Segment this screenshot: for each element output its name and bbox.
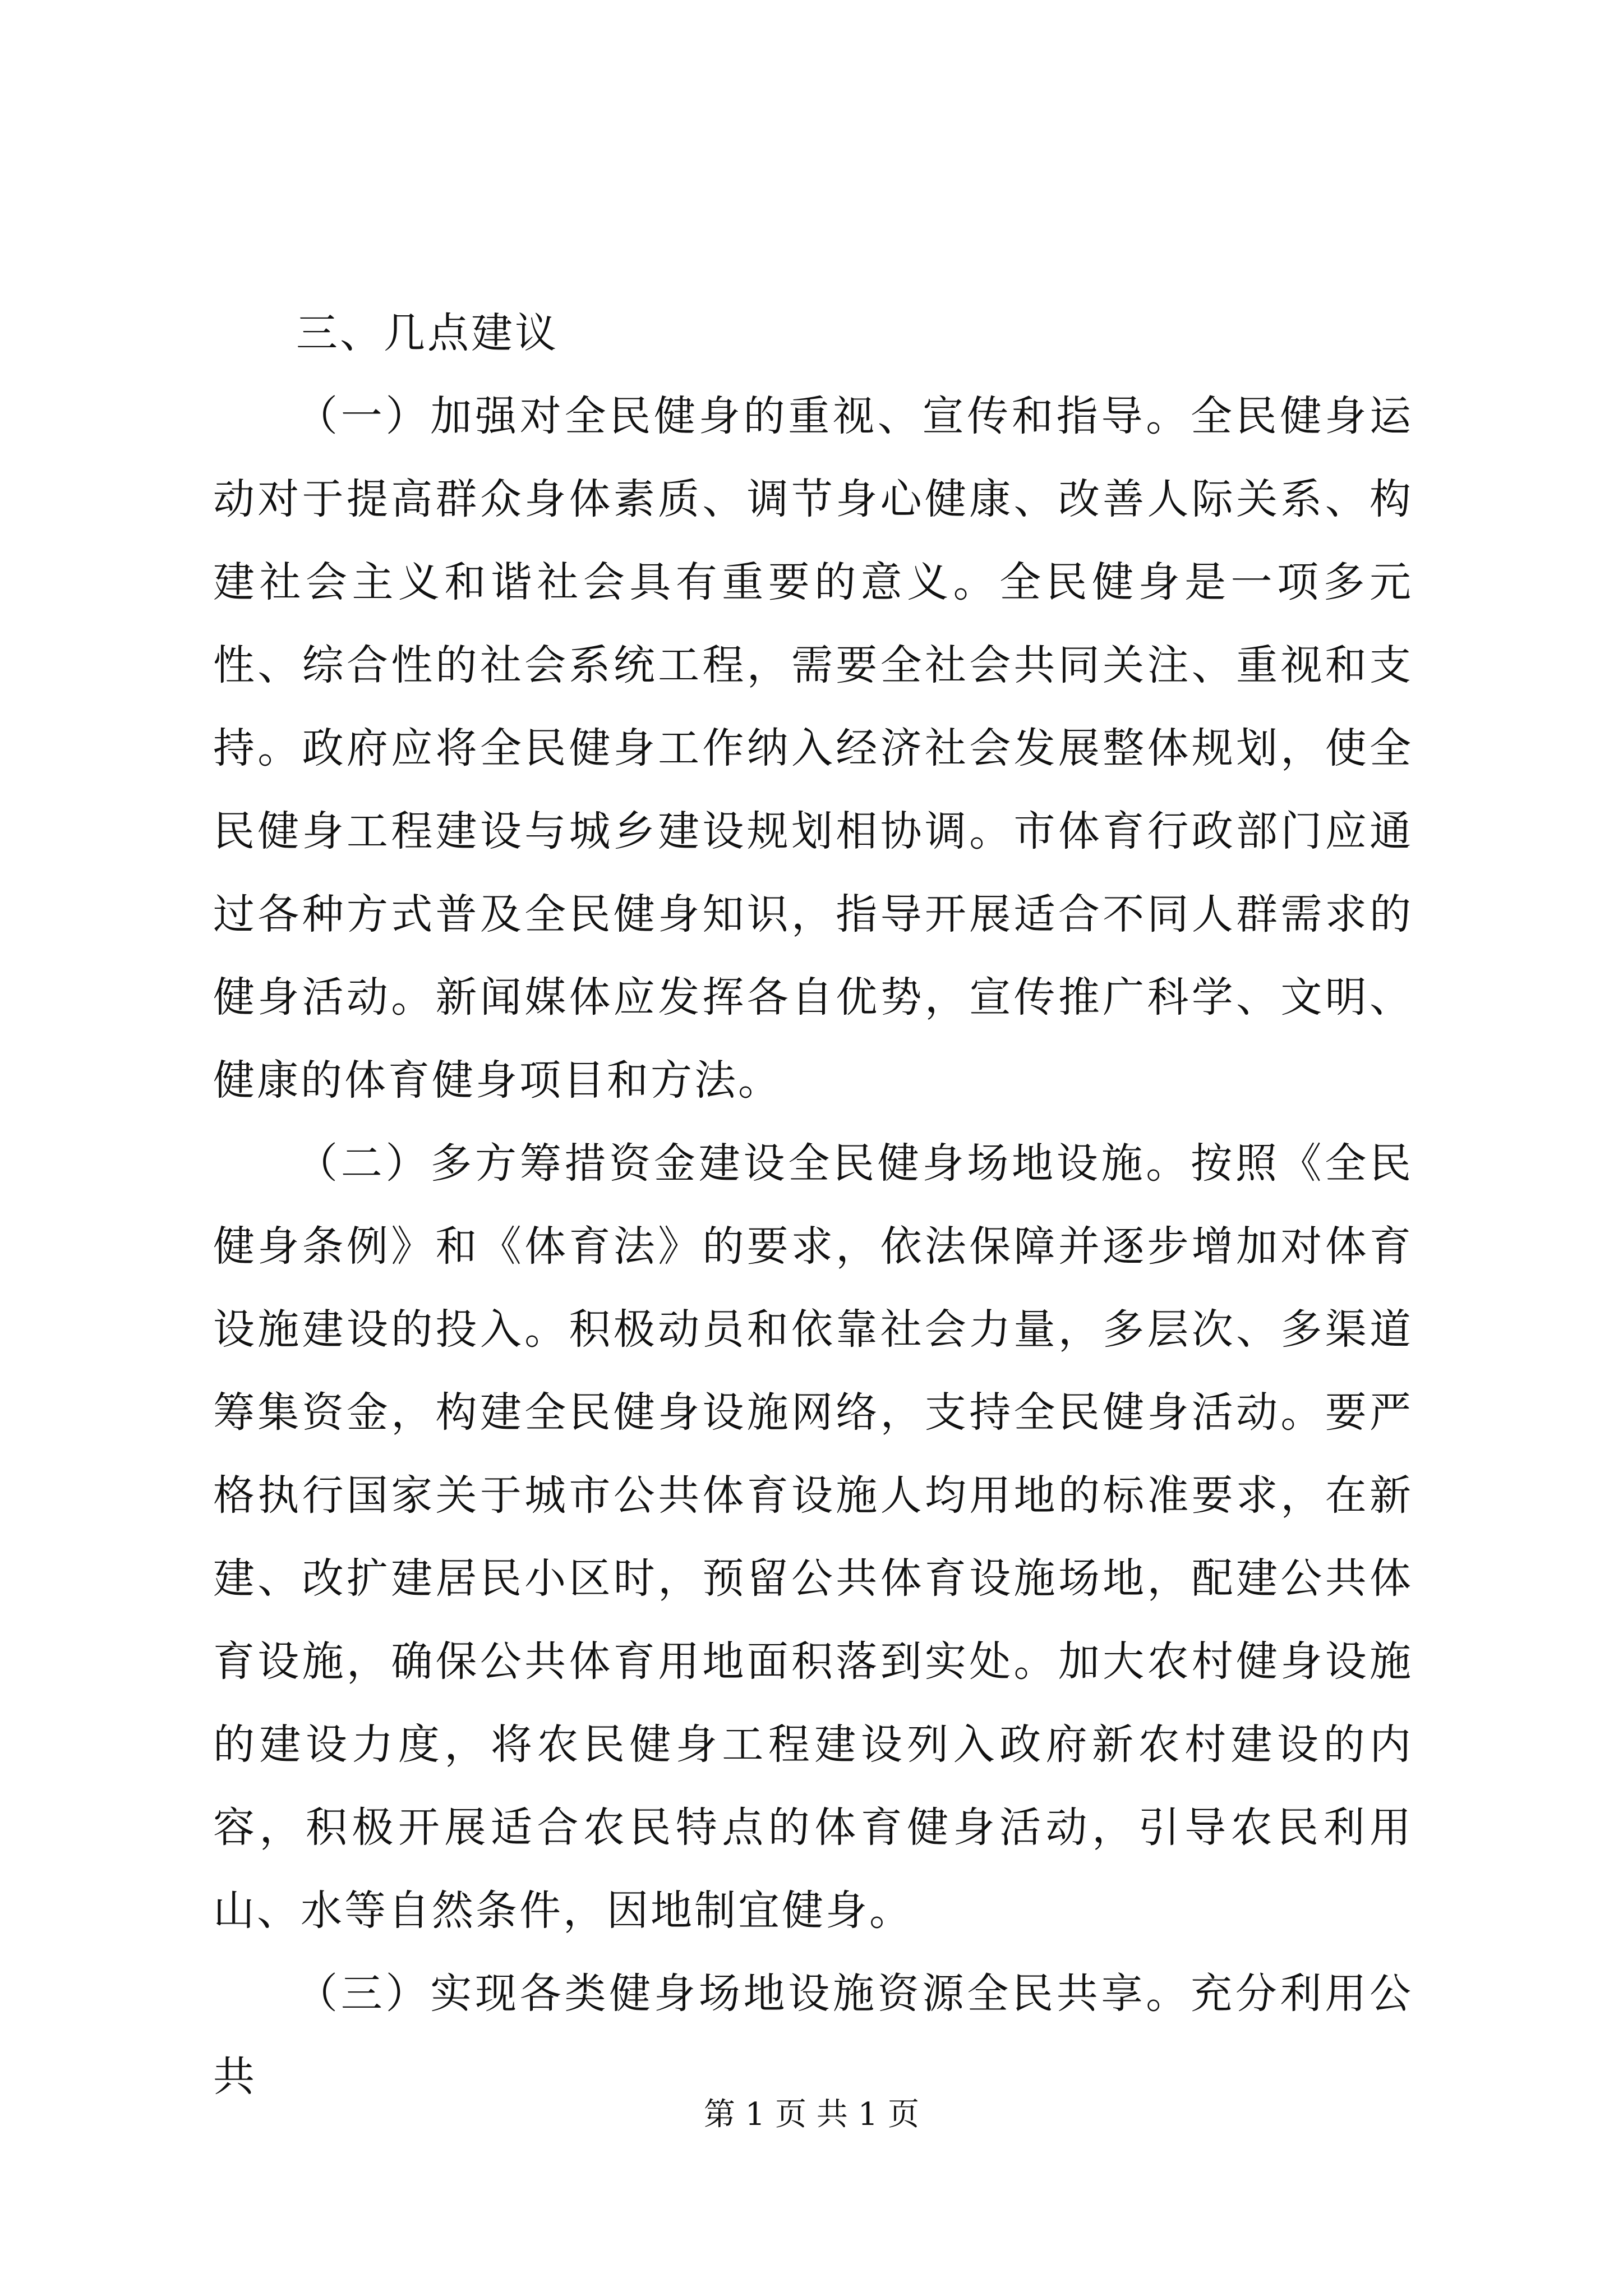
page-footer: 第 1 页 共 1 页 bbox=[703, 2096, 920, 2133]
section-heading: 三、几点建议 bbox=[296, 309, 559, 357]
paragraph-1: （一）加强对全民健身的重视、宣传和指导。全民健身运动对于提高群众身体素质、调节身心健康、改善人际关系、构建社会主义和谐社会具有重要的意义。全民健身是一项多元性、综合性的社会系统工程，需要全社会共同关注、重视和支持。政府应将全民健身工作纳入经济社会发展整体规划，使全民健身工程建设与城乡建设规划相协调。市体育行政部门应通过各种方式普及全民健身知识，指导开展适合不同人群需求的健身活动。新闻媒体应发挥各自优势，宣传推广科学、文明、健康的体育健身项目和方法。 bbox=[213, 392, 1413, 1105]
paragraph-3: （三）实现各类健身场地设施资源全民共享。充分利用公共 bbox=[213, 1970, 1413, 2101]
paragraph-2: （二）多方筹措资金建设全民健身场地设施。按照《全民健身条例》和《体育法》的要求，依法保障并逐步增加对体育设施建设的投入。积极动员和依靠社会力量，多层次、多渠道筹集资金，构建全民健身设施网络，支持全民健身活动。要严格执行国家关于城市公共体育设施人均用地的标准要求，在新建、改扩建居民小区时，预留公共体育设施场地，配建公共体育设施，确保公共体育用地面积落到实处。加大农村健身设施的建设力度，将农民健身工程建设列入政府新农村建设的内容，积极开展适合农民特点的体育健身活动，引导农民利用山、水等自然条件，因地制宜健身。 bbox=[213, 1139, 1413, 1935]
document-body bbox=[213, 292, 1413, 2118]
